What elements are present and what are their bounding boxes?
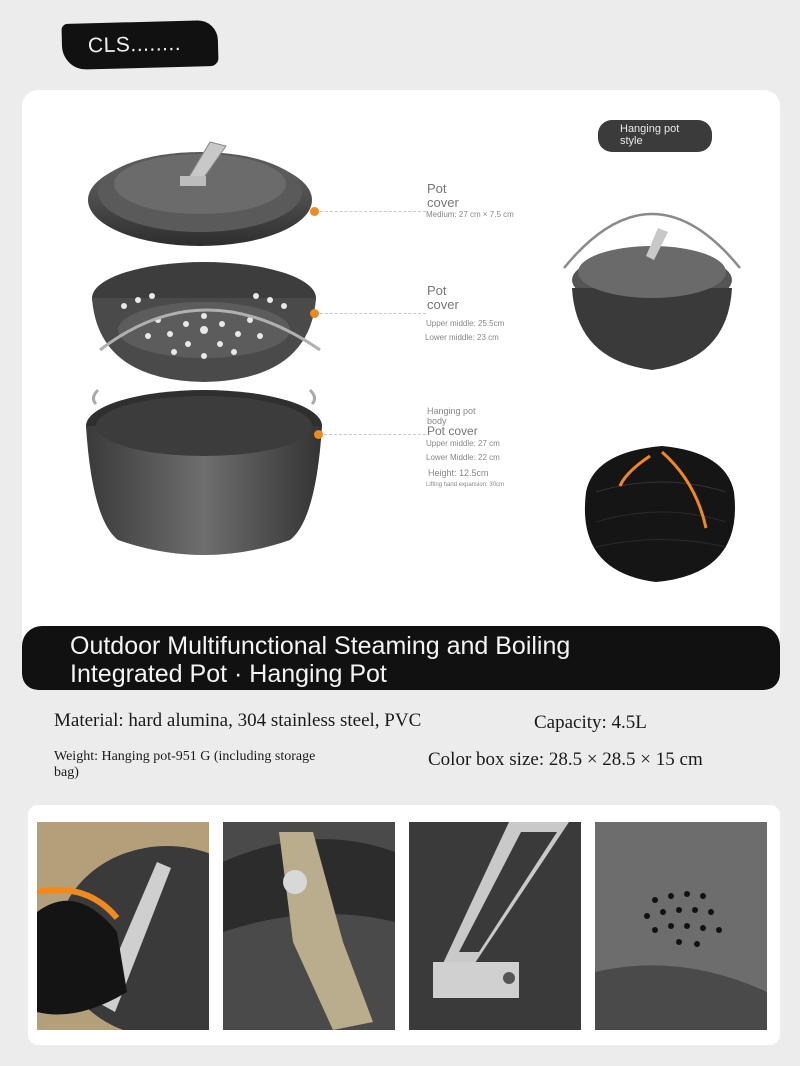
detail-photo-3 (409, 822, 581, 1030)
brand-text: CLS........ (87, 31, 182, 58)
callout-line-body (324, 434, 426, 435)
callout-steamer-lower: Lower middle: 23 cm (425, 333, 499, 342)
callout-body-upper: Upper middle: 27 cm (426, 439, 500, 448)
detail-photo-4 (595, 822, 767, 1030)
banner-title-line1: Outdoor Multifunctional Steaming and Boiling (70, 632, 571, 660)
cooking-pot-icon (78, 120, 408, 600)
callout-body-handle: Lifting hand expansion: 30cm (426, 482, 505, 488)
detail-photo-2 (223, 822, 395, 1030)
spec-weight-line2: bag) (54, 765, 79, 780)
callout-body-height: Height: 12.5cm (428, 468, 489, 478)
spec-capacity: Capacity: 4.5L (534, 712, 647, 733)
callout-steamer-upper: Upper middle: 25.5cm (426, 319, 505, 328)
cooking-pot-icon (552, 170, 752, 380)
spec-box-size: Color box size: 28.5 × 28.5 × 15 cm (428, 749, 703, 770)
banner-title-line2: Integrated Pot · Hanging Pot (70, 660, 387, 688)
mesh-bag-icon (566, 432, 756, 592)
callout-body-cover: Pot cover (427, 424, 478, 438)
callout-cover-title: Pot cover (427, 181, 459, 210)
callout-line-cover (320, 211, 426, 212)
brand-logo (61, 20, 218, 70)
style-tag: Hanging pot style (598, 120, 712, 152)
folding-handle-icon (409, 822, 581, 1030)
callout-dot-steamer (310, 309, 319, 318)
callout-line-steamer (320, 313, 426, 314)
callout-body-lower: Lower Middle: 22 cm (426, 453, 500, 462)
detail-photo-1 (37, 822, 209, 1030)
product-banner (22, 626, 780, 690)
hinge-icon (223, 822, 395, 1030)
hand-holding-handle-icon (37, 822, 209, 1030)
detail-gallery (28, 805, 780, 1045)
callout-dot-body (314, 430, 323, 439)
callout-body-title: Hanging pot body (427, 406, 476, 426)
product-card (22, 90, 780, 690)
callout-dot-cover (310, 207, 319, 216)
spec-weight-line1: Weight: Hanging pot-951 G (including storage (54, 749, 316, 764)
callout-cover-detail: Medium: 27 cm × 7.5 cm (426, 210, 514, 219)
vent-holes-icon (595, 822, 767, 1030)
spec-material: Material: hard alumina, 304 stainless steel, PVC (54, 710, 422, 731)
callout-steamer-title: Pot cover (427, 283, 459, 312)
